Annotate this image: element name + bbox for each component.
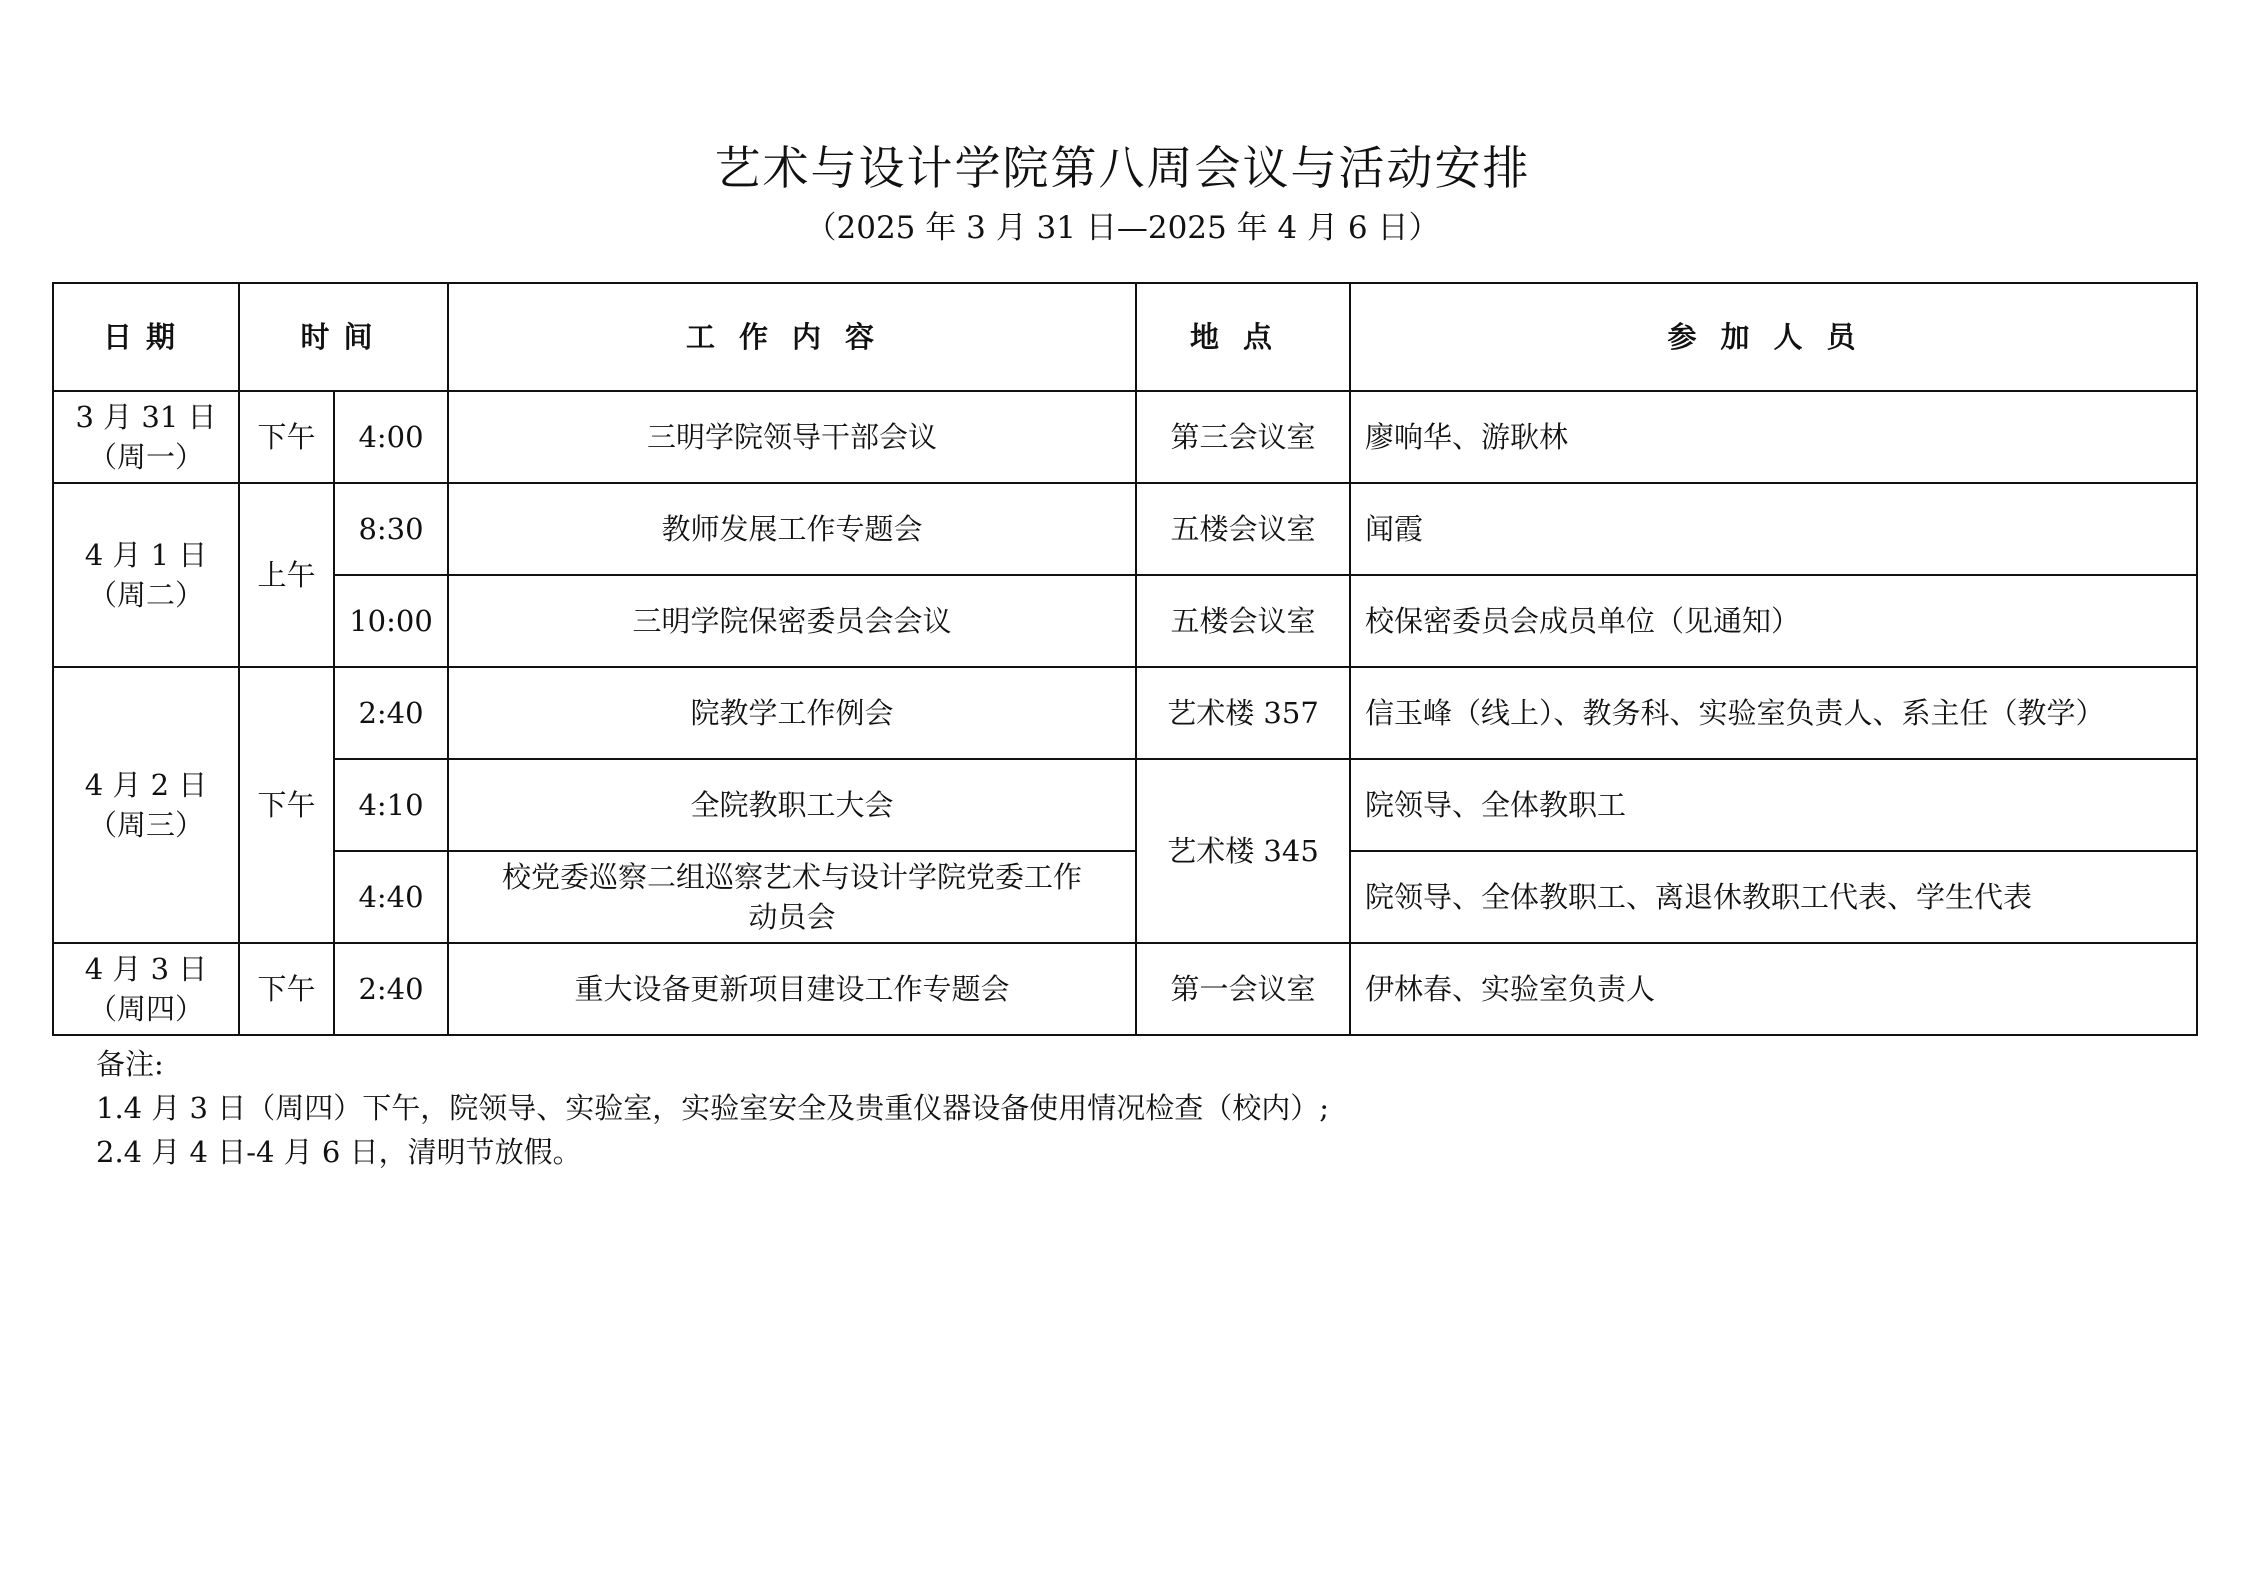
content-cell: 重大设备更新项目建设工作专题会 bbox=[448, 943, 1136, 1035]
content-cell: 三明学院保密委员会会议 bbox=[448, 575, 1136, 667]
notes-heading: 备注: bbox=[96, 1047, 164, 1081]
notes-section bbox=[96, 1042, 1329, 1174]
location-cell: 第一会议室 bbox=[1136, 943, 1350, 1035]
time-cell: 4:40 bbox=[334, 851, 448, 943]
location-cell: 艺术楼 357 bbox=[1136, 667, 1350, 759]
participants-cell: 闻霞 bbox=[1350, 483, 2197, 575]
table-header-row bbox=[53, 283, 2197, 391]
date-text: 4 月 3 日 bbox=[84, 952, 208, 986]
content-cell: 全院教职工大会 bbox=[448, 759, 1136, 851]
date-text: 3 月 31 日 bbox=[75, 400, 217, 434]
note-item: 1.4 月 3 日（周四）下午，院领导、实验室，实验室安全及贵重仪器设备使用情况检查（校内）; bbox=[96, 1091, 1329, 1125]
time-cell: 4:00 bbox=[334, 391, 448, 483]
participants-cell: 伊林春、实验室负责人 bbox=[1350, 943, 2197, 1035]
table-row bbox=[53, 667, 2197, 759]
table-row bbox=[53, 575, 2197, 667]
weekday-text: （周一） bbox=[87, 440, 204, 474]
table-row bbox=[53, 759, 2197, 851]
period-cell: 上午 bbox=[239, 483, 334, 667]
date-text: 4 月 2 日 bbox=[84, 768, 208, 802]
period-cell: 下午 bbox=[239, 391, 334, 483]
date-cell bbox=[53, 483, 239, 667]
time-cell: 8:30 bbox=[334, 483, 448, 575]
participants-cell: 廖响华、游耿林 bbox=[1350, 391, 2197, 483]
page-title: 艺术与设计学院第八周会议与活动安排 bbox=[714, 141, 1531, 195]
content-cell: 三明学院领导干部会议 bbox=[448, 391, 1136, 483]
period-cell: 下午 bbox=[239, 943, 334, 1035]
schedule-table bbox=[52, 282, 2198, 1036]
note-item: 2.4 月 4 日-4 月 6 日，清明节放假。 bbox=[96, 1135, 582, 1169]
period-cell: 下午 bbox=[239, 667, 334, 943]
content-cell: 教师发展工作专题会 bbox=[448, 483, 1136, 575]
table-row bbox=[53, 391, 2197, 483]
date-cell bbox=[53, 943, 239, 1035]
page-subtitle: （2025 年 3 月 31 日—2025 年 4 月 6 日） bbox=[805, 210, 1440, 246]
date-cell bbox=[53, 667, 239, 943]
header-content: 工作内容 bbox=[448, 283, 1136, 391]
weekday-text: （周四） bbox=[87, 992, 204, 1026]
content-cell: 院教学工作例会 bbox=[448, 667, 1136, 759]
time-cell: 4:10 bbox=[334, 759, 448, 851]
time-cell: 2:40 bbox=[334, 667, 448, 759]
table-row bbox=[53, 943, 2197, 1035]
location-cell: 五楼会议室 bbox=[1136, 483, 1350, 575]
weekday-text: （周二） bbox=[87, 578, 204, 612]
location-cell: 五楼会议室 bbox=[1136, 575, 1350, 667]
participants-cell: 院领导、全体教职工 bbox=[1350, 759, 2197, 851]
table-row bbox=[53, 483, 2197, 575]
date-cell bbox=[53, 391, 239, 483]
location-cell: 第三会议室 bbox=[1136, 391, 1350, 483]
content-cell: 校党委巡察二组巡察艺术与设计学院党委工作动员会 bbox=[448, 851, 1136, 943]
table-row bbox=[53, 851, 2197, 943]
participants-cell: 校保密委员会成员单位（见通知） bbox=[1350, 575, 2197, 667]
header-participants: 参加人员 bbox=[1350, 283, 2197, 391]
participants-cell: 信玉峰（线上）、教务科、实验室负责人、系主任（教学） bbox=[1350, 667, 2197, 759]
header-time: 时间 bbox=[239, 283, 448, 391]
date-text: 4 月 1 日 bbox=[84, 538, 208, 572]
weekday-text: （周三） bbox=[87, 808, 204, 842]
time-cell: 2:40 bbox=[334, 943, 448, 1035]
participants-cell: 院领导、全体教职工、离退休教职工代表、学生代表 bbox=[1350, 851, 2197, 943]
header-date: 日期 bbox=[53, 283, 239, 391]
time-cell: 10:00 bbox=[334, 575, 448, 667]
location-cell: 艺术楼 345 bbox=[1136, 759, 1350, 943]
header-location: 地点 bbox=[1136, 283, 1350, 391]
